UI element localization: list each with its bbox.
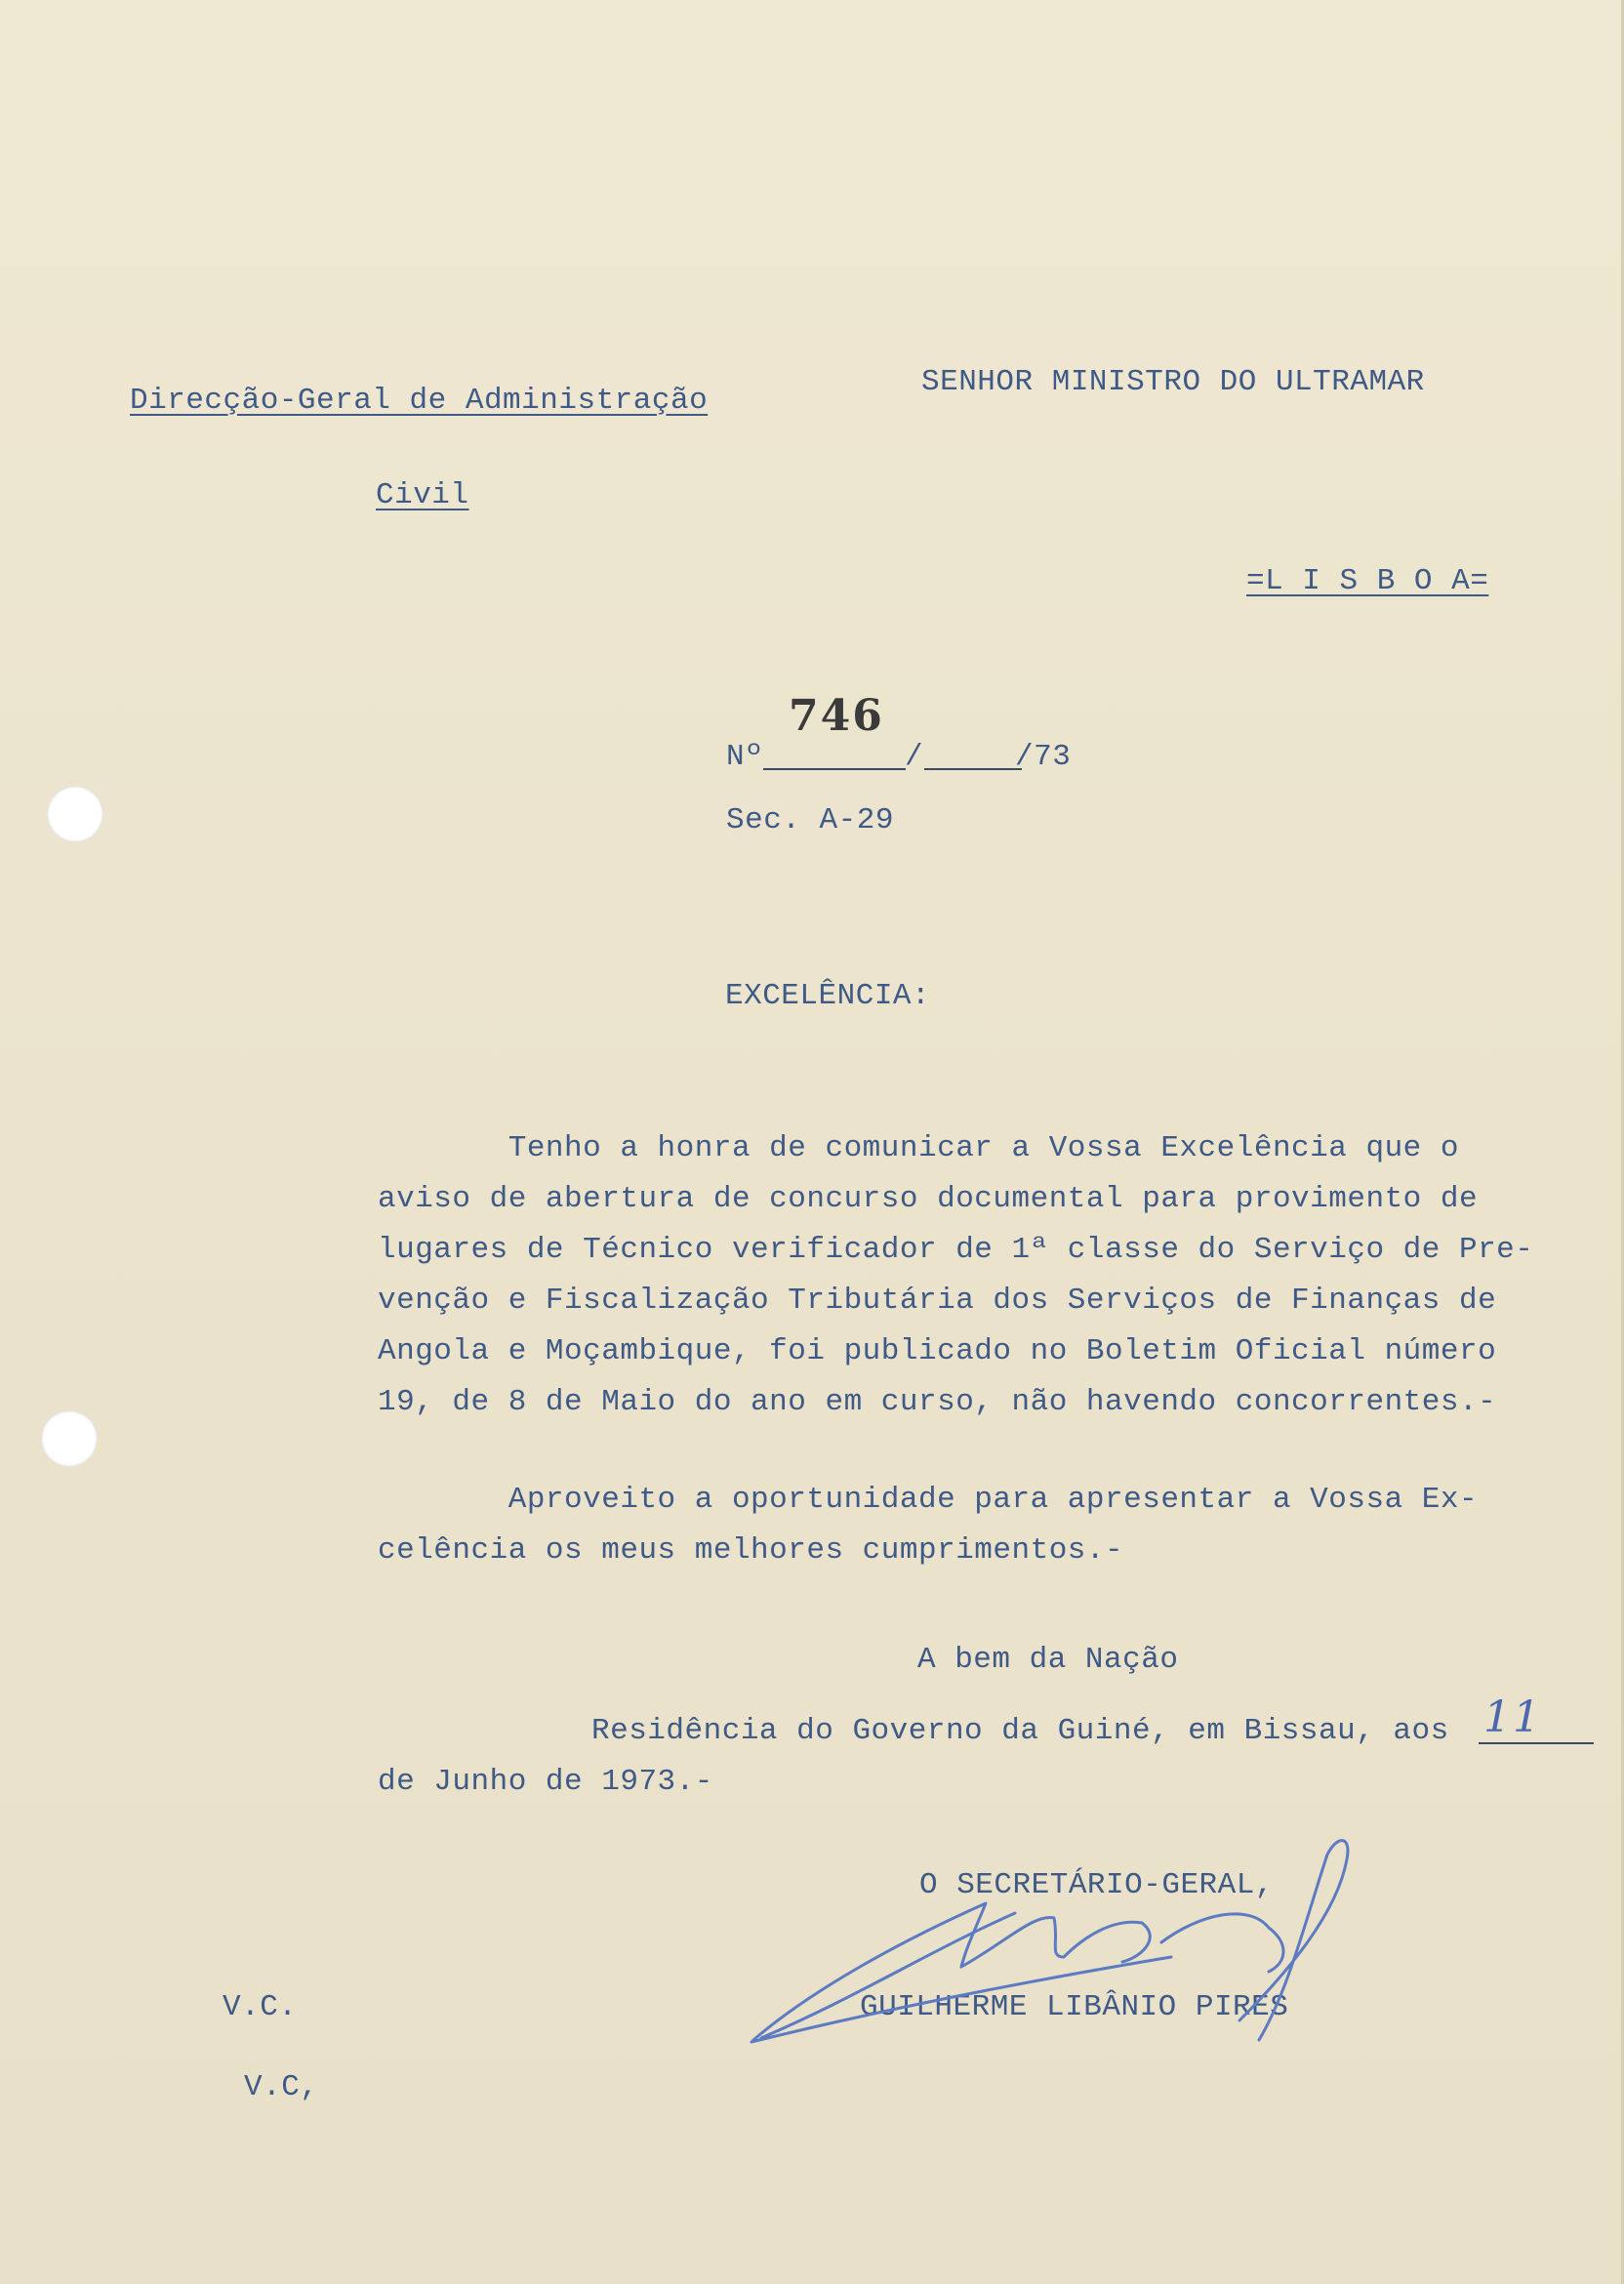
place-line: Residência do Governo da Guiné, em Bissau, aos [591, 1714, 1449, 1748]
closing-formula: A bem da Nação [917, 1643, 1179, 1677]
vc-mark-2: V.C, [244, 2070, 319, 2104]
body-p1-line-4: venção e Fiscalização Tributária dos Serviços de Finanças de [378, 1284, 1497, 1318]
day-blank [1479, 1742, 1594, 1744]
body-p1-line-6: 19, de 8 de Maio do ano em curso, não havendo concorrentes.- [378, 1385, 1497, 1419]
number-prefix: Nº [726, 740, 764, 774]
addressee: SENHOR MINISTRO DO ULTRAMAR [921, 365, 1425, 399]
punch-hole-bottom [41, 1410, 98, 1467]
signatory-name: GUILHERME LIBÂNIO PIRES [860, 1990, 1289, 2024]
body-p1-line-3: lugares de Técnico verificador de 1ª classe do Serviço de Pre- [378, 1233, 1534, 1267]
punch-hole-top [47, 786, 103, 842]
department-line-1: Direcção-Geral de Administração [130, 384, 709, 418]
body-p1-line-5: Angola e Moçambique, foi publicado no Boletim Oficial número [378, 1334, 1497, 1368]
number-blank-1 [763, 768, 906, 770]
number-year: /73 [1015, 740, 1072, 774]
body-p2-line-2: celência os meus melhores cumprimentos.- [378, 1533, 1124, 1568]
signatory-title: O SECRETÁRIO-GERAL, [919, 1868, 1274, 1902]
body-p2-line-1: Aproveito a oportunidade para apresentar a Vossa Ex- [378, 1483, 1479, 1517]
vc-mark-1: V.C. [223, 1990, 298, 2024]
number-blank-2 [924, 768, 1022, 770]
city: =L I S B O A= [1246, 564, 1489, 598]
number-slash: / [905, 740, 924, 774]
date-line-2: de Junho de 1973.- [378, 1765, 713, 1799]
department-line-2: Civil [376, 478, 469, 512]
handwritten-day: 11 [1483, 1693, 1542, 1742]
body-p1-line-1: Tenho a honra de comunicar a Vossa Excelência que o [378, 1131, 1459, 1165]
body-p1-line-2: aviso de abertura de concurso documental para provimento de [378, 1182, 1479, 1216]
salutation: EXCELÊNCIA: [725, 979, 931, 1013]
section-code: Sec. A-29 [726, 803, 894, 837]
handwritten-number: 746 [789, 691, 884, 741]
